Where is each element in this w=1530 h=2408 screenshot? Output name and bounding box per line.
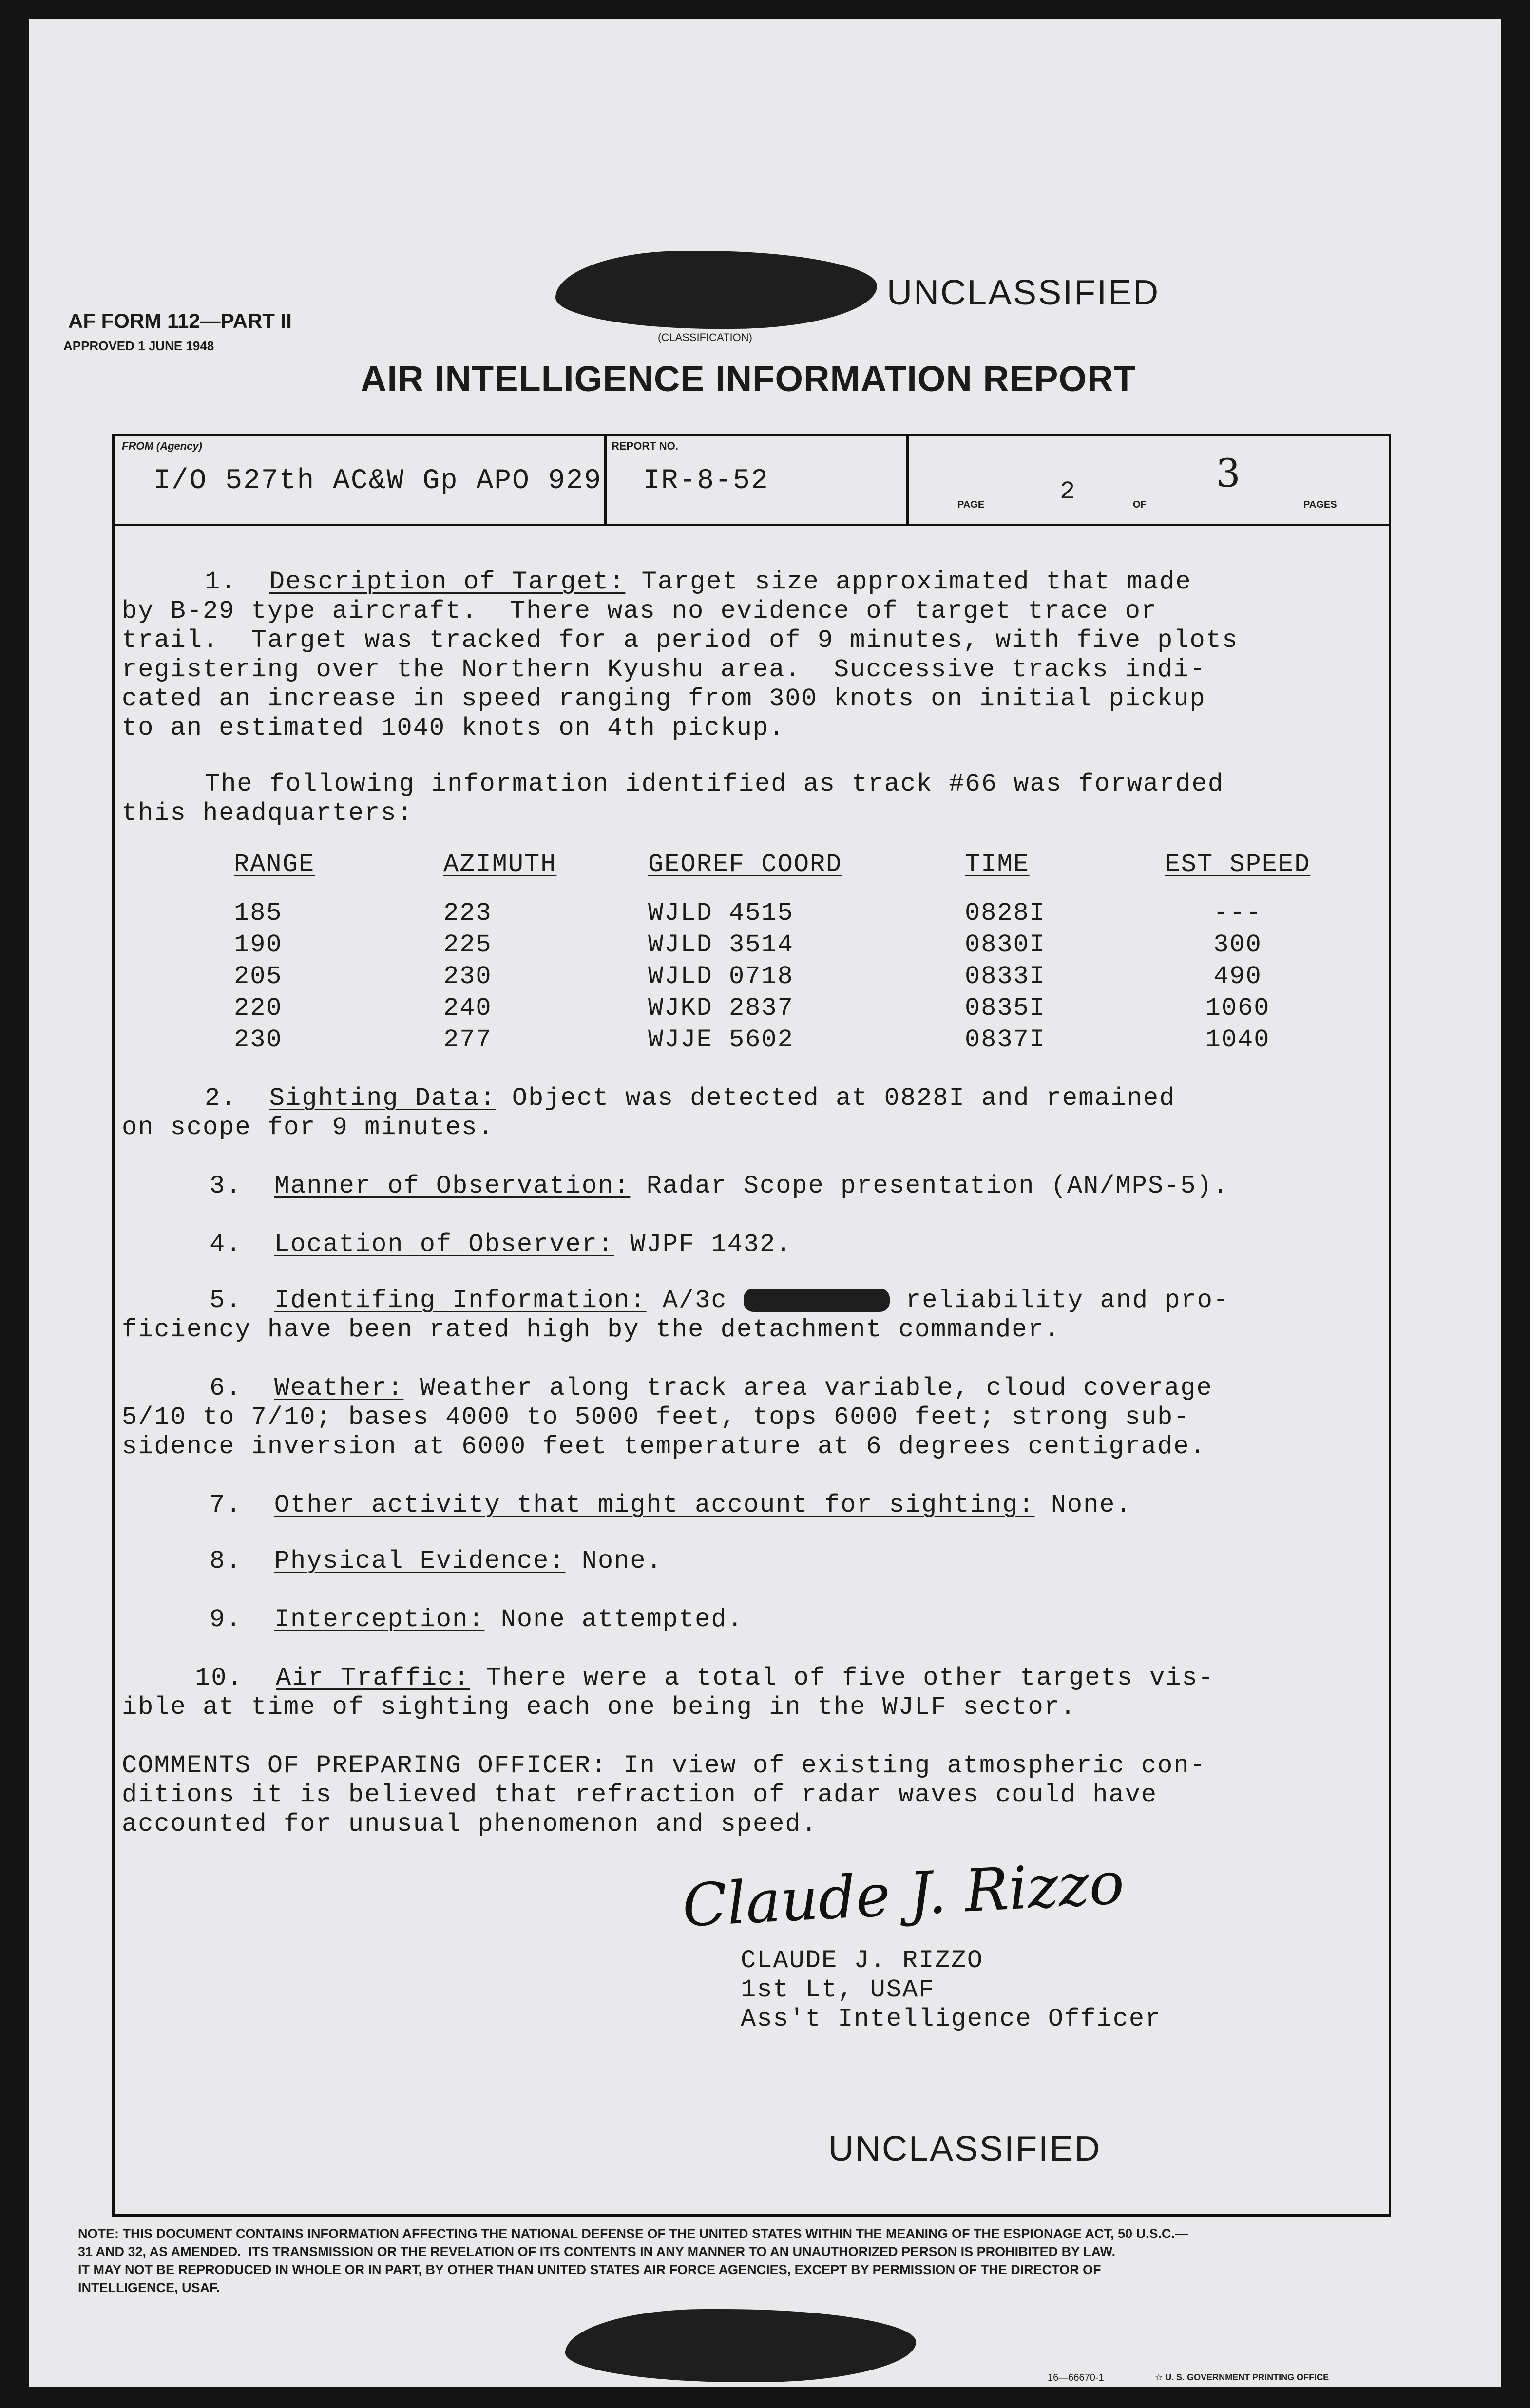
p10-title: Air Traffic: <box>276 1664 470 1692</box>
p5-title: Identifing Information: <box>274 1286 647 1315</box>
table-row <box>234 962 1330 994</box>
report-no-label: REPORT NO. <box>612 440 678 452</box>
intro-line1: The following information identified as track #66 was forwarded <box>205 770 1224 798</box>
page-value: 2 <box>1060 477 1076 506</box>
classification-caption: (CLASSIFICATION) <box>658 331 752 343</box>
cell-range: 190 <box>234 930 283 959</box>
p6-line2: 5/10 to 7/10; bases 4000 to 5000 feet, tops 6000 feet; strong sub- <box>122 1403 1190 1432</box>
approved-date: APPROVED 1 JUNE 1948 <box>63 339 214 353</box>
paragraph-10: 10. Air Traffic: There were a total of five other targets vis- <box>195 1664 1214 1692</box>
cell-speed: --- <box>1213 899 1262 928</box>
header-divider <box>115 524 1389 526</box>
cell-time: 0830I <box>965 930 1046 959</box>
cell-time: 0828I <box>965 899 1046 928</box>
p2-title: Sighting Data: <box>269 1084 496 1113</box>
report-no-value: IR-8-52 <box>643 465 769 497</box>
print-code: 16—66670-1 <box>1048 2372 1104 2383</box>
note-line3: IT MAY NOT BE REPRODUCED IN WHOLE OR IN PART, BY OTHER THAN UNITED STATES AIR FORCE AGENCIES, EXCEPT BY PERMISSION OF THE DIRECTOR OF <box>78 2262 1101 2277</box>
comments-line2: ditions it is believed that refraction of radar waves could have <box>122 1781 1158 1809</box>
cell-azimuth: 230 <box>443 962 492 991</box>
table-row <box>234 1025 1330 1057</box>
table-header <box>234 850 1330 899</box>
paragraph-9: 9. Interception: None attempted. <box>210 1605 744 1634</box>
p2-line2: on scope for 9 minutes. <box>122 1113 494 1142</box>
cell-speed: 490 <box>1213 962 1262 991</box>
p1-title: Description of Target: <box>269 568 626 596</box>
p1-line2: by B-29 type aircraft. There was no evidence of target trace or <box>122 597 1158 626</box>
p4-title: Location of Observer: <box>274 1230 614 1259</box>
pages-label: PAGES <box>1303 499 1337 510</box>
cell-georef: WJLD 0718 <box>648 962 794 991</box>
note-line4: INTELLIGENCE, USAF. <box>78 2280 220 2295</box>
p10-line2: ible at time of sighting each one being in the WJLF sector. <box>122 1693 1077 1722</box>
p6-title: Weather: <box>274 1374 404 1403</box>
paragraph-6: 6. Weather: Weather along track area variable, cloud coverage <box>210 1374 1213 1403</box>
table-row <box>234 930 1330 962</box>
from-divider <box>604 436 607 524</box>
note-line1: NOTE: THIS DOCUMENT CONTAINS INFORMATION AFFECTING THE NATIONAL DEFENSE OF THE UNITED STATES WITHIN THE MEANING OF THE ESPIONAGE ACT, 50 U.S.C.— <box>78 2226 1188 2241</box>
comments-line1: COMMENTS OF PREPARING OFFICER: In view of existing atmospheric con- <box>122 1751 1206 1780</box>
track-table <box>234 850 1330 1057</box>
paragraph-7: 7. Other activity that might account for sighting: None. <box>210 1491 1132 1519</box>
cell-azimuth: 277 <box>443 1025 492 1054</box>
p8-title: Physical Evidence: <box>274 1547 566 1575</box>
from-value: I/O 527th AC&W Gp APO 929 <box>153 465 602 497</box>
paragraph-4: 4. Location of Observer: WJPF 1432. <box>210 1230 792 1259</box>
p1-line5: cated an increase in speed ranging from 300 knots on initial pickup <box>122 684 1206 713</box>
form-id: AF FORM 112—PART II <box>68 309 292 332</box>
cell-speed: 1040 <box>1205 1025 1270 1054</box>
p1-line6: to an estimated 1040 knots on 4th pickup. <box>122 714 785 742</box>
cell-azimuth: 223 <box>443 899 492 928</box>
paragraph-2: 2. Sighting Data: Object was detected at 0828I and remained <box>205 1084 1176 1113</box>
classification-bottom: UNCLASSIFIED <box>828 2129 1102 2168</box>
comments-line3: accounted for unusual phenomenon and speed. <box>122 1810 818 1839</box>
header-range: RANGE <box>234 850 315 879</box>
cell-georef: WJJE 5602 <box>648 1025 794 1054</box>
header-georef: GEOREF COORD <box>648 850 842 879</box>
p6-line3: sidence inversion at 6000 feet temperature at 6 degrees centigrade. <box>122 1432 1206 1461</box>
signer-title: Ass't Intelligence Officer <box>741 2005 1162 2033</box>
note-line2: 31 AND 32, AS AMENDED. ITS TRANSMISSION OR THE REVELATION OF ITS CONTENTS IN ANY MANNER TO AN UNAUTHORIZED PERSON IS PROHIBITED BY LAW. <box>78 2244 1116 2259</box>
cell-georef: WJLD 3514 <box>648 930 794 959</box>
page-label: PAGE <box>957 499 985 510</box>
cell-range: 230 <box>234 1025 283 1054</box>
p1-line3: trail. Target was tracked for a period of 9 minutes, with five plots <box>122 626 1239 655</box>
cell-georef: WJLD 4515 <box>648 899 794 928</box>
p5-line2: ficiency have been rated high by the detachment commander. <box>122 1315 1060 1344</box>
table-row <box>234 899 1330 930</box>
paragraph-1-heading: 1. Description of Target: Target size approximated that made <box>205 568 1192 596</box>
cell-azimuth: 240 <box>443 994 492 1023</box>
document-page <box>29 19 1501 2387</box>
cell-time: 0835I <box>965 994 1046 1023</box>
classification-top: UNCLASSIFIED <box>887 273 1160 312</box>
p9-title: Interception: <box>274 1605 485 1634</box>
cell-azimuth: 225 <box>443 930 492 959</box>
redaction-top <box>555 251 877 329</box>
cell-range: 185 <box>234 899 283 928</box>
from-label: FROM (Agency) <box>122 440 202 452</box>
redaction-name <box>744 1289 890 1312</box>
cell-range: 205 <box>234 962 283 991</box>
paragraph-3: 3. Manner of Observation: Radar Scope presentation (AN/MPS-5). <box>210 1172 1229 1200</box>
comments-title: COMMENTS OF PREPARING OFFICER: <box>122 1751 608 1780</box>
report-title: AIR INTELLIGENCE INFORMATION REPORT <box>361 359 1136 399</box>
cell-range: 220 <box>234 994 283 1023</box>
redaction-bottom <box>565 2309 916 2382</box>
header-est-speed: EST SPEED <box>1165 850 1311 879</box>
of-value: 3 <box>1216 451 1241 496</box>
handwritten-signature: Claude J. Rizzo <box>680 1849 1126 1940</box>
header-time: TIME <box>965 850 1030 879</box>
cell-time: 0837I <box>965 1025 1046 1054</box>
intro-line2: this headquarters: <box>122 799 413 828</box>
paragraph-5: 5. Identifing Information: A/3c reliability and pro- <box>210 1286 1230 1315</box>
cell-georef: WJKD 2837 <box>648 994 794 1023</box>
of-label: OF <box>1133 499 1147 510</box>
p7-title: Other activity that might account for sighting: <box>274 1491 1035 1519</box>
report-divider <box>906 436 909 524</box>
printer-imprint: ☆ U. S. GOVERNMENT PRINTING OFFICE <box>1155 2372 1329 2382</box>
signer-rank: 1st Lt, USAF <box>741 1975 935 2004</box>
p1-line4: registering over the Northern Kyushu area. Successive tracks indi- <box>122 655 1206 684</box>
cell-time: 0833I <box>965 962 1046 991</box>
cell-speed: 1060 <box>1205 994 1270 1023</box>
cell-speed: 300 <box>1213 930 1262 959</box>
table-row <box>234 994 1330 1025</box>
header-azimuth: AZIMUTH <box>443 850 557 879</box>
p3-title: Manner of Observation: <box>274 1172 631 1200</box>
signer-name: CLAUDE J. RIZZO <box>741 1946 984 1975</box>
paragraph-8: 8. Physical Evidence: None. <box>210 1547 663 1575</box>
